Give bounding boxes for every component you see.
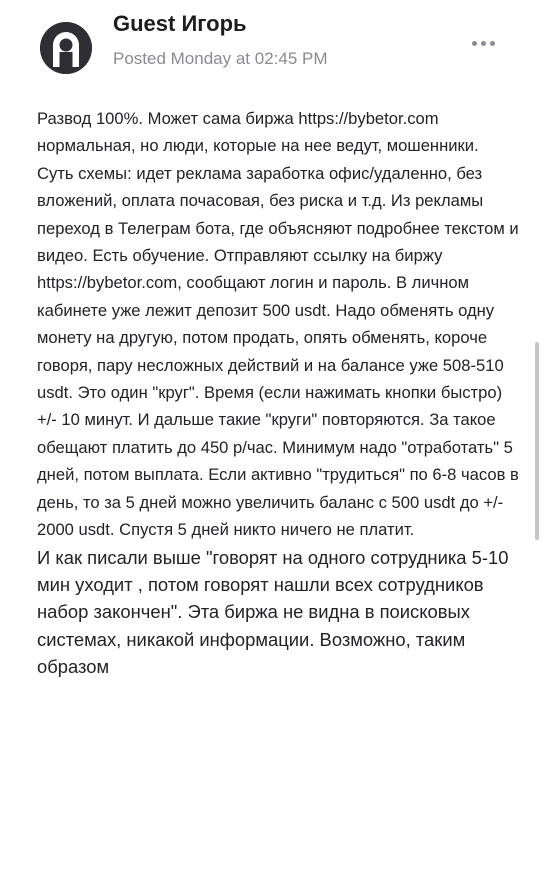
post-text-paragraph: И как писали выше "говорят на одного сотрудника 5-10 мин уходит , потом говорят нашли всех сотрудников набор закончен". Эта биржа не видна в поисковых системах, никакой информации. Возможно, таким образом	[37, 546, 509, 678]
post-author[interactable]: Guest Игорь	[113, 11, 247, 36]
post-text-paragraph: Развод 100%. Может сама биржа https://bybetor.com нормальная, но люди, которые на нее ведут, мошенники. Суть схемы: идет реклама заработка офис/удаленно, без вложений, оплата почасовая, без риска и т.д. Из рекламы переход в Телеграм бота, где объясняют подробнее текстом и видео. Есть обучение. Отправляют ссылку на биржу https://bybetor.com, сообщают логин и пароль. В личном кабинете уже лежит депозит 500 usdt. Надо обменять одну монету на другую, потом продать, опять обменять, короче говоря, пару несложных действий и на балансе уже 508-510 usdt. Это один "круг". Время (если нажимать кнопки быстро) +/- 10 минут. И дальше такие "круги" повторяются. За такое обещают платить до 450 р/час. Минимум надо "отработать" 5 дней, потом выплата. Если активно "трудиться" по 6-8 часов в день, то за 5 дней можно увеличить баланс с 500 usdt до +/- 2000 usdt. Спустя 5 дней никто ничего не платит.	[37, 109, 519, 540]
more-horizontal-icon	[472, 41, 477, 46]
content-fade	[0, 838, 548, 884]
user-silhouette-icon	[40, 22, 92, 74]
post-header	[0, 0, 548, 96]
post-body	[37, 105, 519, 857]
more-options-button[interactable]	[466, 30, 500, 56]
scrollbar-thumb[interactable]	[535, 342, 539, 540]
post-timestamp[interactable]: Posted Monday at 02:45 PM	[113, 49, 328, 68]
avatar[interactable]	[40, 22, 92, 74]
